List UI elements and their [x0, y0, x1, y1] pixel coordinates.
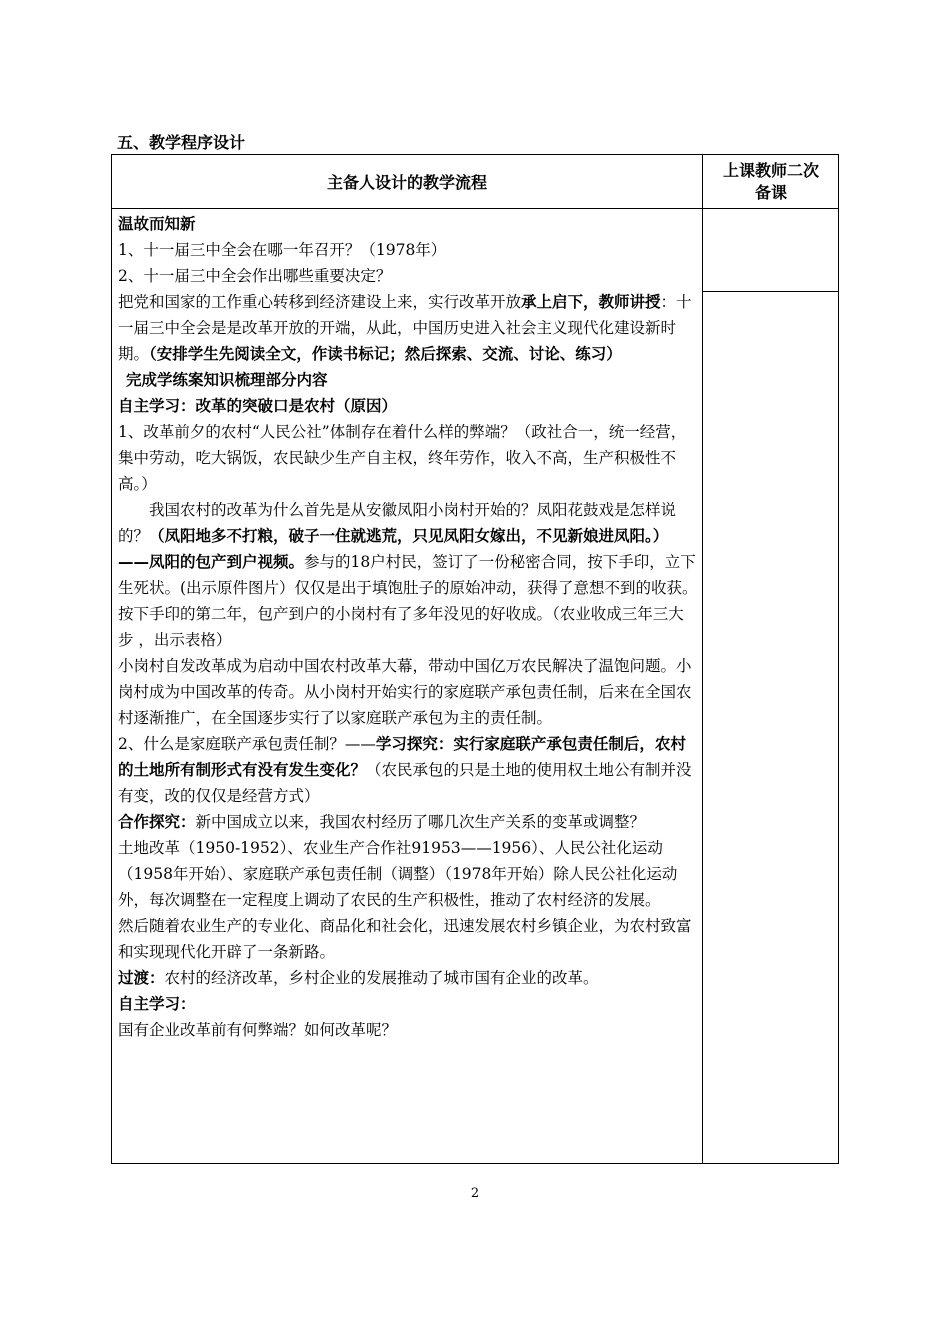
- review-title: 温故而知新: [118, 215, 196, 233]
- paragraph-commune: 1、改革前夕的农村“人民公社”体制存在着什么样的弊端？（政社合一，统一经营，集中劳动，吃大锅饭，农民缺少生产自主权，终年劳作，收入不高，生产积极性不高。）: [118, 423, 687, 493]
- review-question-2: 2、十一届三中全会作出哪些重要决定？: [118, 267, 392, 285]
- bold-text: 承上启下，教师讲授: [521, 293, 661, 311]
- paragraph-decision: [118, 289, 698, 367]
- header-main-cell: 主备人设计的教学流程: [326, 173, 487, 192]
- paragraph-text: 把党和国家的工作重心转移到经济建设上来，实行改革开放: [118, 293, 522, 311]
- lesson-table: [111, 154, 839, 1164]
- paragraph-cooperative-inquiry: [118, 809, 698, 835]
- paragraph-text: 我国农村的改革为什么首先是从安徽凤阳小岗村开始的？凤阳花鼓戏是怎样说的？: [118, 501, 677, 545]
- page-number: 2: [470, 1186, 480, 1201]
- paragraph-text: 参与的18户村民，签订了一份秘密合同，按下手印，立下生死状。(出示原件图片）仅仅是出于填饱肚子的原始冲动，获得了意想不到的收获。按下手印的第二年，包产到户的小岗村有了多年没见的好收成。（农业收成三年三大步 ，出示表格）: [118, 553, 698, 649]
- header-right-line2: 备课: [754, 182, 787, 202]
- bold-text: （安排学生先阅读全文，作读书标记；然后探索、交流、讨论、练习）: [149, 345, 622, 363]
- paragraph-text: （农民承包的只是土地的使用权土地公有制并没有变，改的仅仅是经营方式）: [118, 761, 692, 805]
- column-divider: [702, 155, 703, 1163]
- paragraph-transition: [118, 965, 698, 991]
- paragraph-text: 农村的经济改革，乡村企业的发展推动了城市国有企业的改革。: [164, 969, 599, 987]
- bold-text: 学习探究：实行家庭联产承包责任制后，农村的土地所有制形式有没有发生变化？: [118, 735, 686, 779]
- header-right-line1: 上课教师二次: [722, 160, 819, 180]
- right-cell-divider: [703, 291, 839, 292]
- header-divider: [112, 208, 838, 209]
- self-study-heading-1: 自主学习：改革的突破口是农村（原因）: [118, 397, 398, 415]
- paragraph-xiaogang: [118, 497, 698, 653]
- paragraph-reform-legend: 小岗村自发改革成为启动中国农村改革大幕，带动中国亿万农民解决了温饱问题。小岗村成为中国改革的传奇。从小岗村开始实行的家庭联产承包责任制，后来在全国农村逐渐推广，在全国逐步实行了以家庭联产承包为主的责任制。: [118, 657, 692, 727]
- header-right-cell: [703, 155, 839, 208]
- paragraph-text: 新中国成立以来，我国农村经历了哪几次生产关系的变革或调整？: [195, 813, 646, 831]
- review-question-1: 1、十一届三中全会在哪一年召开？（1978年）: [118, 241, 447, 259]
- paragraph-land-reform: 土地改革（1950-1952）、农业生产合作社91953——1956）、人民公社化运动（1958年开始）、家庭联产承包责任制（调整）（1978年开始）除人民公社化运动外，每次调整在一定程度上调动了农民的生产积极性，推动了农村经济的发展。: [118, 839, 678, 909]
- teaching-flow-content: [118, 211, 698, 1043]
- bold-text: 合作探究：: [118, 813, 196, 831]
- paragraph-township-enterprise: 然后随着农业生产的专业化、商品化和社会化，迅速发展农村乡镇企业，为农村致富和实现现代化开辟了一条新路。: [118, 917, 692, 961]
- paragraph-responsibility-system: [118, 731, 698, 809]
- task-line: 完成学练案知识梳理部分内容: [126, 371, 328, 389]
- section-heading: 五、教学程序设计: [117, 133, 246, 152]
- paragraph-text: ：十一届三中全会是是改革开放的开端，从此，中国历史进入社会主义现代化建设新时期。: [118, 293, 692, 363]
- paragraph-text: 2、什么是家庭联产承包责任制？——: [118, 735, 376, 753]
- bold-text: （凤阳地多不打粮，破子一住就逃荒，只见凤阳女嫁出，不见新娘进凤阳。）——凤阳的包产到户视频。: [118, 527, 669, 571]
- bold-text: 过渡：: [118, 969, 165, 987]
- self-study-heading-2: 自主学习：: [118, 995, 196, 1013]
- paragraph-state-enterprise: 国有企业改革前有何弊端？如何改革呢？: [118, 1021, 398, 1039]
